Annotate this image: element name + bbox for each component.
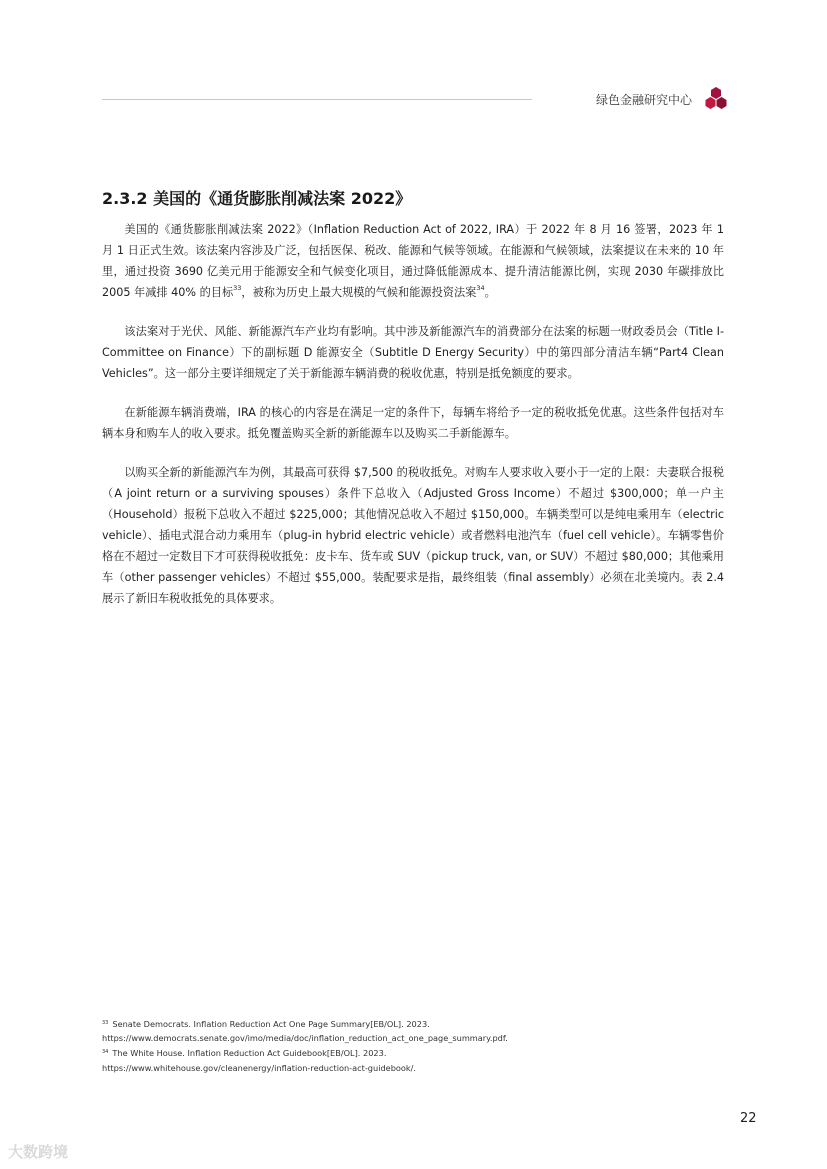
paragraph-1-text-b: ，被称为历史上最大规模的气候和能源投资法案 (241, 286, 477, 299)
footnote-34-number: 34 (102, 1049, 109, 1056)
footnote-34-line1: The White House. Inflation Reduction Act Guidebook[EB/OL]. 2023. (112, 1048, 387, 1059)
header-organization: 绿色金融研究中心 (596, 93, 693, 107)
paragraph-4: 以购买全新的新能源汽车为例，其最高可获得 $7,500 的税收抵免。对购车人要求收入要小于一定的上限：夫妻联合报税（A joint return or a surviving spouses）条件下总收入（Adjusted Gross Income）不超过 $300,000；单一户主（Household）报税下总收入不超过 $225,000；其他情况总收入不超过 $150,000。车辆类型可以是纯电乘用车（electric vehicle）、插电式混合动力乘用车（plug-in hybrid electric vehicle）或者燃料电池汽车（fuel cell vehicle）。车辆零售价格在不超过一定数目下才可获得税收抵免：皮卡车、货车或 SUV（pickup truck, van, or SUV）不超过 $80,000；其他乘用车（other passenger vehicles）不超过 $55,000。装配要求是指，最终组装（final assembly）必须在北美境内。表 2.4 展示了新旧车税收抵免的具体要求。 (102, 466, 724, 605)
footnote-33-number: 33 (102, 1020, 109, 1026)
footnote-34-title (102, 1045, 742, 1060)
watermark: 大数跨境 (8, 1143, 69, 1161)
header-divider (102, 99, 532, 100)
hexagon-logo-icon (705, 87, 727, 113)
paragraph-2: 该法案对于光伏、风能、新能源汽车产业均有影响。其中涉及新能源汽车的消费部分在法案的标题一财政委员会（Title I- Committee on Finance）下的副标题 D 能源安全（Subtitle D Energy Security）中的第四部分清洁车辆“Part4 Clean Vehicles”。这一部分主要详细规定了关于新能源车辆消费的税收优惠，特别是抵免额度的要求。 (102, 325, 724, 380)
footnote-ref-34[interactable]: 34 (476, 284, 485, 292)
paragraph-1 (102, 219, 724, 303)
footnote-33-line1: Senate Democrats. Inflation Reduction Act One Page Summary[EB/OL]. 2023. (112, 1019, 430, 1029)
page-number: 22 (740, 1111, 757, 1126)
footnote-33-url[interactable]: https://www.democrats.senate.gov/imo/media/doc/inflation_reduction_act_one_page_summary.pdf. (102, 1033, 508, 1044)
footnote-34-url[interactable]: https://www.whitehouse.gov/cleanenergy/inflation-reduction-act-guidebook/. (102, 1062, 417, 1073)
section-title: 2.3.2 美国的《通货膨胀削减法案 2022》 (102, 189, 412, 208)
paragraph-3: 在新能源车辆消费端，IRA 的核心的内容是在满足一定的条件下，每辆车将给予一定的税收抵免优惠。这些条件包括对车辆本身和购车人的收入要求。抵免覆盖购买全新的新能源车以及购买二手新能源车。 (102, 406, 724, 440)
footnote-33-title (102, 1016, 742, 1031)
paragraph-1-text-c: 。 (484, 286, 496, 299)
paragraph-1-text-a: 美国的《通货膨胀削减法案 2022》（Inflation Reduction Act of 2022, IRA）于 2022 年 8 月 16 签署，2023 年 1 月 1 日正式生效。该法案内容涉及广泛，包括医保、税改、能源和气候等领域。在能源和气候领域，法案提议在未来的 10 年里，通过投资 3690 亿美元用于能源安全和气候变化项目，通过降低能源成本、提升清洁能源比例，实现 2030 年碳排放比 2005 年减排 40% 的目标 (102, 223, 724, 299)
footnote-ref-33[interactable]: 33 (233, 284, 242, 292)
body-text (102, 219, 724, 627)
footnotes (102, 1016, 742, 1075)
